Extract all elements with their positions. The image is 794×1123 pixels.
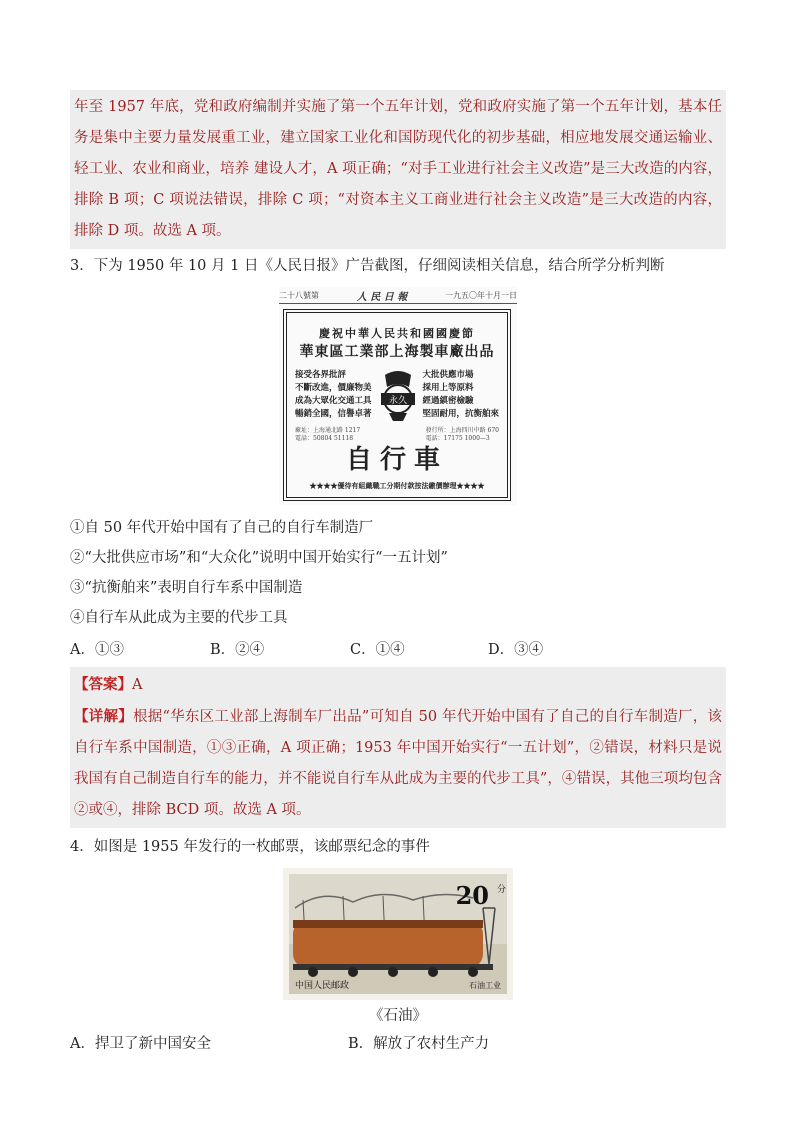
detail-line <box>74 701 722 826</box>
ad-address-line: 電話：50804 51118 <box>295 435 354 442</box>
stamp-unit: 分 <box>497 885 507 895</box>
newspaper-header <box>279 287 517 304</box>
issue-date: 一九五〇年十月一日 <box>444 290 517 300</box>
answer-label: 【答案】 <box>74 676 132 693</box>
option-b: B．解放了农村生产力 <box>348 1036 490 1052</box>
statement-1: ①自 50 年代开始中国有了自己的自行车制造厂 <box>70 520 374 536</box>
option-a: A．①③ <box>70 642 124 658</box>
stamp-country: 中国人民邮政 <box>295 981 350 991</box>
ad-manufacturer-line: 華東區工業部上海製車廠出品 <box>299 344 495 360</box>
answer-block <box>70 667 726 828</box>
newspaper-ad-image <box>70 287 726 505</box>
question-3-options <box>70 637 726 663</box>
stamp-figure <box>70 868 726 1025</box>
stamp-industry: 石油工业 <box>469 981 501 990</box>
stamp-value: 20 <box>455 881 489 910</box>
statement-3: ③“抗衡舶来”表明自行车系中国制造 <box>70 580 303 596</box>
question-3-stem: 3．下为 1950 年 10 月 1 日《人民日报》广告截图，仔细阅读相关信息，结合所学分析判断 <box>70 258 665 274</box>
question-4-options <box>70 1031 726 1057</box>
logo-text: 永久 <box>388 396 408 406</box>
ad-address-line: 發行所：上海四川中路 670 <box>425 427 499 434</box>
ad-right-line: 堅固耐用，抗衡舶來 <box>422 409 499 419</box>
ad-celebration-line: 慶祝中華人民共和國國慶節 <box>319 327 475 340</box>
ad-address-line: 廠址：上海通北路 1217 <box>295 427 361 434</box>
ad-left-line: 不斷改進，價廉物美 <box>295 383 372 393</box>
ad-left-line: 暢銷全國，信譽卓著 <box>295 409 372 419</box>
ad-installment-note: ★★★★優待有組織職工分期付款按法繳價辦理★★★★ <box>309 481 485 490</box>
detail-label: 【详解】 <box>74 708 133 725</box>
issue-number: 二十八號第 <box>279 290 319 300</box>
ad-left-line: 成為大眾化交通工具 <box>295 396 372 406</box>
detail-text: 根据“华东区工业部上海制车厂出品”可知自 50 年代开始中国有了自己的自行车制造厂，该自行车系中国制造，①③正确，A 项正确；1953 年中国开始实行“一五计划”，②错误，材料只是说我国有自己制造自行车的能力，并不能说自行车从此成为主要的代步工具”，④错误，其他三项均包含②或④，排除 BCD 项。故选 A 项。 <box>74 709 722 818</box>
ad-frame <box>283 309 511 501</box>
ad-right-column <box>422 369 499 421</box>
question-4-stem: 4．如图是 1955 年发行的一枚邮票，该邮票纪念的事件 <box>70 839 430 855</box>
stamp-caption: 《石油》 <box>369 1008 427 1024</box>
answer-line <box>74 669 722 701</box>
ad-left-column <box>295 369 372 421</box>
ad-left-line: 接受各界批評 <box>295 370 347 380</box>
previous-explanation: 年至 1957 年底，党和政府编制并实施了第一个五年计划，党和政府实施了第一个五年计划，基本任务是集中主要力量发展重工业，建立国家工业化和国防现代化的初步基础，相应地发展交通运输业、轻工业、农业和商业，培养 建设人才，A 项正确；“对手工业进行社会主义改造”是三大改造的内容，排除 B 项；C 项说法错误，排除 C 项；“对资本主义工商业进行社会主义改造”是三大改造的内容，排除 D 项。故选 A 项。 <box>70 90 726 249</box>
ad-right-line: 採用上等原料 <box>422 383 474 393</box>
option-a: A．捍卫了新中国安全 <box>70 1036 211 1052</box>
option-c: C．①④ <box>350 642 405 658</box>
masthead: 人 民 日 報 <box>356 291 408 303</box>
oil-stamp-image <box>283 868 513 1000</box>
document-page <box>70 90 726 1057</box>
answer-value: A <box>132 677 143 693</box>
ad-address-line: 電話：17175 1000—3 <box>425 435 490 442</box>
option-d: D．③④ <box>488 642 544 658</box>
option-b: B．②④ <box>210 642 265 658</box>
statement-4: ④自行车从此成为主要的代步工具 <box>70 610 288 626</box>
statement-2: ②“大批供应市场”和“大众化”说明中国开始实行“一五计划” <box>70 550 448 566</box>
bicycle-brand-logo-icon <box>375 367 421 423</box>
ad-right-line: 經過縝密檢驗 <box>422 396 474 406</box>
ad-product-name: 自行車 <box>345 445 448 475</box>
ad-right-line: 大批供應市場 <box>422 370 474 380</box>
